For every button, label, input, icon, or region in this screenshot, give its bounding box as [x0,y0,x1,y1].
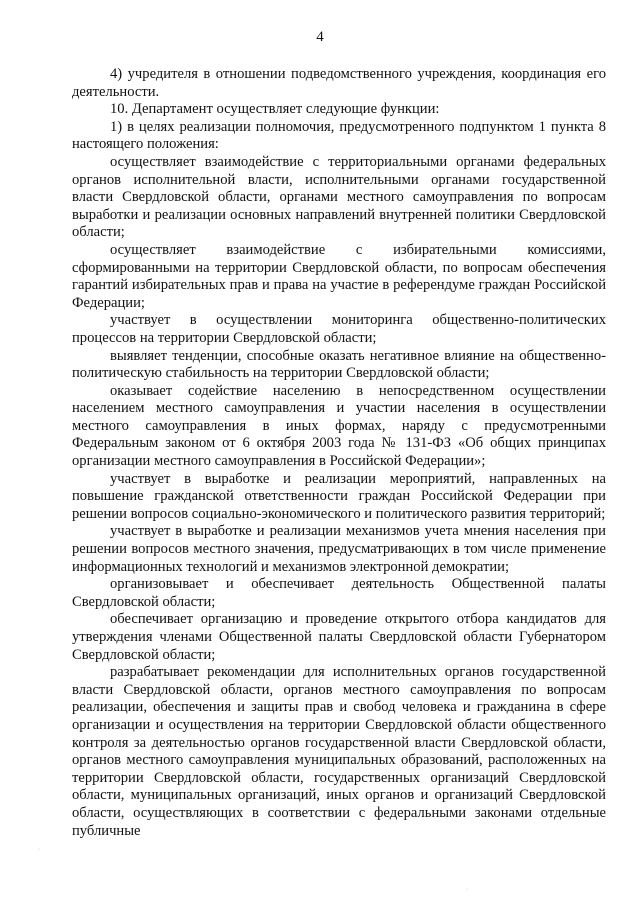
scan-speck: · [466,887,468,893]
paragraph: обеспечивает организацию и проведение открытого отбора кандидатов для утверждения членами Общественной палаты Свердловской области Губернатором Свердловской области; [72,611,606,663]
paragraph: разрабатывает рекомендации для исполнительных органов государственной власти Свердловской области, органов местного самоуправления по вопросам реализации, обеспечения и защиты прав и свобод человека и гражданина в сфере организации и осуществления на территории Свердловской области общественного контроля за деятельностью органов государственной власти Свердловской области, органов местного самоуправления муниципальных образований, расположенных на территории Свердловской области, государственных организаций Свердловской области, муниципальных организаций, иных органов и организаций Свердловской области, осуществляющих в соответствии с федеральными законами отдельные публичные [72,664,606,839]
paragraph: выявляет тенденции, способные оказать негативное влияние на общественно-политическую стабильность на территории Свердловской области; [72,347,606,382]
paragraph: 1) в целях реализации полномочия, предусмотренного подпунктом 1 пункта 8 настоящего положения: [72,118,606,153]
page-number: 4 [316,29,324,45]
paragraph: участвует в осуществлении мониторинга общественно-политических процессов на территории Свердловской области; [72,312,606,346]
document-body [72,66,606,840]
paragraph: оказывает содействие населению в непосредственном осуществлении населением местного самоуправления и участии населения в осуществлении местного самоуправления в иных формах, наряду с предусмотренными Федеральным законом от 6 октября 2003 года № 131-ФЗ «Об общих принципах организации местного самоуправления в Российской Федерации»; [72,382,606,470]
scan-speck: · [38,847,40,853]
paragraph: участвует в выработке и реализации механизмов учета мнения населения при решении вопросов местного значения, предусматривающих в том числе применение информационных технологий и механизмов электронной демократии; [72,523,606,575]
paragraph: участвует в выработке и реализации мероприятий, направленных на повышение гражданской ответственности граждан Российской Федерации при решении вопросов социально-экономического и политического развития территорий; [72,470,606,522]
paragraph: осуществляет взаимодействие с территориальными органами федеральных органов исполнительной власти, исполнительными органами государственной власти Свердловской области, органами местного самоуправления по вопросам выработки и реализации основных направлений внутренней политики Свердловской области; [72,153,606,241]
paragraph: осуществляет взаимодействие с избирательными комиссиями, сформированными на территории Свердловской области, по вопросам обеспечения гарантий избирательных прав и права на участие в референдуме граждан Российской Федерации; [72,241,606,311]
paragraph: организовывает и обеспечивает деятельность Общественной палаты Свердловской области; [72,576,606,610]
paragraph: 10. Департамент осуществляет следующие функции: [110,101,440,118]
paragraph: 4) учредителя в отношении подведомственного учреждения, координация его деятельности. [72,66,606,100]
